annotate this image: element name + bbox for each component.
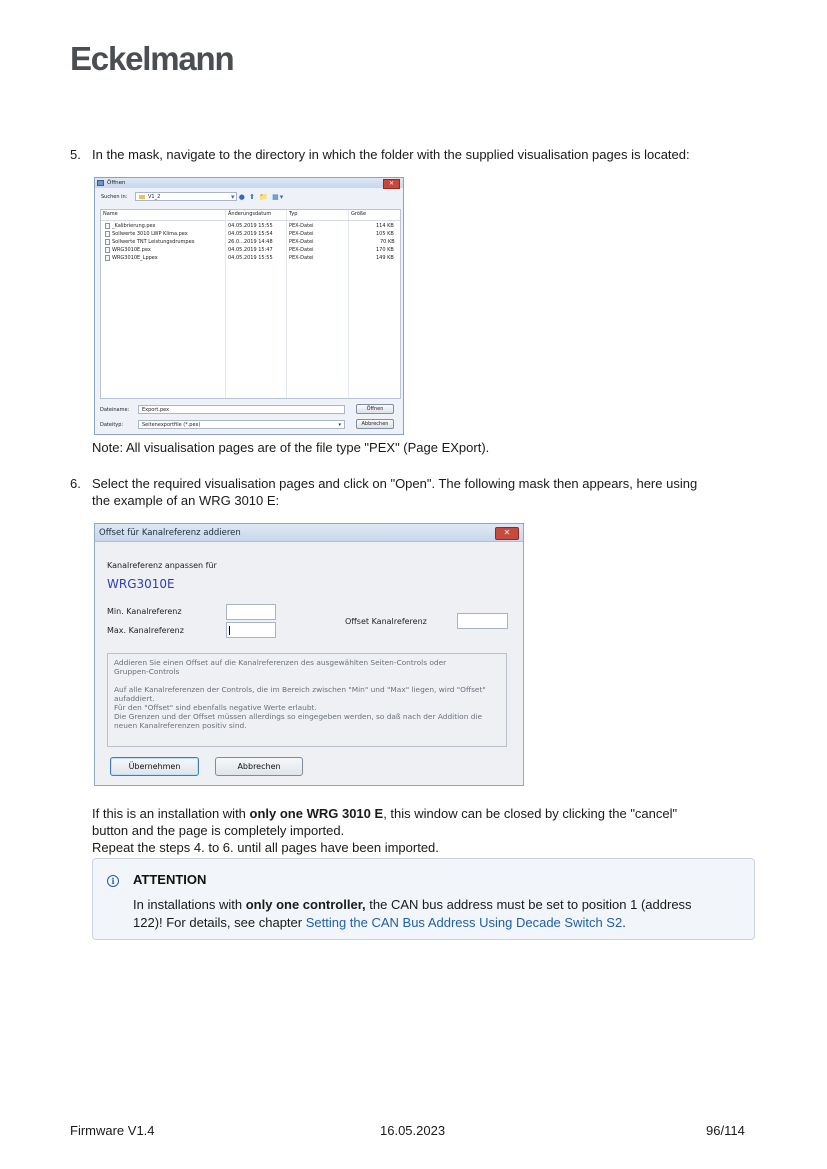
can-bus-address-link[interactable]: Setting the CAN Bus Address Using Decade Switch S2: [305, 915, 623, 930]
file-date: 04.05.2019 15:47: [228, 247, 273, 253]
attention-text-b: only one controller,: [245, 897, 366, 912]
step-5: [70, 146, 690, 163]
file-date: 26.0...2019 14:48: [228, 239, 273, 245]
open-dialog-toolbar: [95, 191, 403, 203]
info-line: Gruppen-Controls: [114, 667, 180, 676]
filetype-select[interactable]: [138, 420, 345, 429]
file-date: 04.05.2019 15:54: [228, 231, 273, 237]
filename-label: Dateiname:: [100, 407, 130, 413]
file-row[interactable]: [101, 255, 400, 263]
file-size: 170 KB: [376, 247, 394, 253]
filetype-value: Seitenexportfile (*.pex): [142, 422, 201, 428]
open-dialog-titlebar: [95, 178, 403, 188]
pex-note: Note: All visualisation pages are of the file type "PEX" (Page EXport).: [92, 440, 490, 455]
look-in-select[interactable]: [135, 192, 237, 201]
offset-dialog: [94, 523, 524, 786]
file-size: 149 KB: [376, 255, 394, 261]
file-row[interactable]: [101, 247, 400, 255]
min-input[interactable]: [226, 604, 276, 620]
close-icon[interactable]: ✕: [383, 179, 400, 189]
info-line: Für den "Offset" sind ebenfalls negative Werte erlaubt.: [114, 703, 317, 712]
step-6-text-line1: Select the required visualisation pages and click on "Open". The following mask then appears, here using: [92, 476, 698, 491]
after-text-1b: only one WRG 3010 E: [249, 806, 384, 821]
step-6: [70, 475, 697, 509]
file-icon: [105, 231, 110, 237]
file-row[interactable]: [101, 239, 400, 247]
eckelmann-logo: Eckelmann: [70, 40, 234, 77]
info-icon: i: [107, 875, 119, 887]
close-icon[interactable]: ✕: [495, 527, 519, 540]
file-name: _Kalibrierung.pex: [112, 223, 156, 229]
attention-body: [133, 896, 738, 932]
offset-dialog-titlebar: [95, 524, 523, 542]
file-type: PEX-Datei: [289, 239, 314, 245]
attention-text-e: .: [622, 915, 626, 930]
footer-page-number: 96/114: [706, 1123, 745, 1138]
chevron-down-icon: ▾: [338, 422, 341, 428]
step-6-text-line2: the example of an WRG 3010 E:: [92, 493, 280, 508]
info-line: neuen Kanalreferenzen positiv sind.: [114, 721, 247, 730]
file-icon: [105, 239, 110, 245]
after-text-3: Repeat the steps 4. to 6. until all pages have been imported.: [92, 840, 439, 855]
file-name: WRG3010E_Lppex: [112, 255, 158, 261]
step-5-number: 5.: [70, 147, 81, 162]
after-dialog-text: [92, 805, 677, 856]
column-header-size[interactable]: Größe: [351, 211, 367, 217]
after-text-2: button and the page is completely imported.: [92, 823, 345, 838]
attention-box: [92, 858, 755, 940]
attention-text-d: 122)! For details, see chapter: [133, 915, 306, 930]
after-text-1c: , this window can be closed by clicking the "cancel": [383, 806, 678, 821]
column-header-name[interactable]: Name: [103, 211, 118, 217]
footer-date: 16.05.2023: [380, 1123, 446, 1138]
max-label: Max. Kanalreferenz: [107, 626, 184, 635]
apply-button[interactable]: Übernehmen: [110, 757, 199, 776]
offset-info-box: [107, 653, 507, 747]
file-icon: [105, 223, 110, 229]
file-row[interactable]: [101, 231, 400, 239]
file-date: 04.05.2019 15:55: [228, 255, 273, 261]
cancel-button[interactable]: Abbrechen: [356, 419, 394, 429]
open-file-dialog: [94, 177, 404, 435]
filename-input[interactable]: Export.pex: [138, 405, 345, 414]
file-icon: [105, 255, 110, 261]
file-name: Sollwerte 3010 LWP Klima.pex: [112, 231, 188, 237]
file-date: 04.05.2019 15:55: [228, 223, 273, 229]
file-type: PEX-Datei: [289, 223, 314, 229]
file-icon: [105, 247, 110, 253]
look-in-value: V1_2: [148, 194, 161, 200]
adjust-label: Kanalreferenz anpassen für: [107, 561, 217, 570]
file-list-header: [101, 211, 400, 221]
info-line: aufaddiert.: [114, 694, 155, 703]
column-header-date[interactable]: Änderungsdatum: [228, 211, 272, 217]
offset-input[interactable]: [457, 613, 508, 629]
folder-icon: [139, 195, 145, 199]
cancel-button[interactable]: Abbrechen: [215, 757, 303, 776]
step-6-number: 6.: [70, 476, 81, 491]
max-input[interactable]: [226, 622, 276, 638]
filetype-label: Dateityp:: [100, 422, 124, 428]
column-header-type[interactable]: Typ: [289, 211, 298, 217]
offset-label: Offset Kanalreferenz: [345, 617, 427, 626]
open-dialog-title: Öffnen: [107, 180, 126, 186]
file-size: 114 KB: [376, 223, 394, 229]
file-name: WRG3010E.pex: [112, 247, 151, 253]
app-icon: [97, 180, 104, 186]
file-type: PEX-Datei: [289, 255, 314, 261]
attention-title: ATTENTION: [133, 872, 207, 887]
open-button[interactable]: Öffnen: [356, 404, 394, 414]
attention-text-a: In installations with: [133, 897, 246, 912]
file-type: PEX-Datei: [289, 247, 314, 253]
attention-text-c: the CAN bus address must be set to position 1 (address: [365, 897, 692, 912]
file-size: 105 KB: [376, 231, 394, 237]
info-line: Addieren Sie einen Offset auf die Kanalreferenzen des ausgewählten Seiten-Controls oder: [114, 658, 447, 667]
text-caret: [229, 626, 230, 635]
look-in-label: Suchen in:: [101, 194, 128, 200]
file-list[interactable]: [100, 209, 401, 399]
step-5-text: In the mask, navigate to the directory in which the folder with the supplied visualisation pages is located:: [92, 147, 690, 162]
offset-dialog-title: Offset für Kanalreferenz addieren: [99, 528, 241, 538]
filetype-row: [100, 420, 398, 430]
info-line: Die Grenzen und der Offset müssen allerdings so eingegeben werden, so daß nach der Addition die: [114, 712, 483, 721]
file-type: PEX-Datei: [289, 231, 314, 237]
file-row[interactable]: [101, 223, 400, 231]
toolbar-icons[interactable]: ▾ ● ⬆ 📁 ▦▾: [231, 193, 285, 201]
after-text-1a: If this is an installation with: [92, 806, 250, 821]
min-label: Min. Kanalreferenz: [107, 607, 182, 616]
file-name: Sollwerte TNT Leistungsdrumpex: [112, 239, 195, 245]
info-line: [114, 676, 500, 685]
file-size: 70 KB: [380, 239, 395, 245]
footer-firmware: Firmware V1.4: [70, 1123, 155, 1138]
device-name: WRG3010E: [107, 577, 175, 591]
filename-row: [100, 405, 398, 415]
info-line: Auf alle Kanalreferenzen der Controls, die im Bereich zwischen "Min" und "Max" liegen, wird "Offset": [114, 685, 486, 694]
